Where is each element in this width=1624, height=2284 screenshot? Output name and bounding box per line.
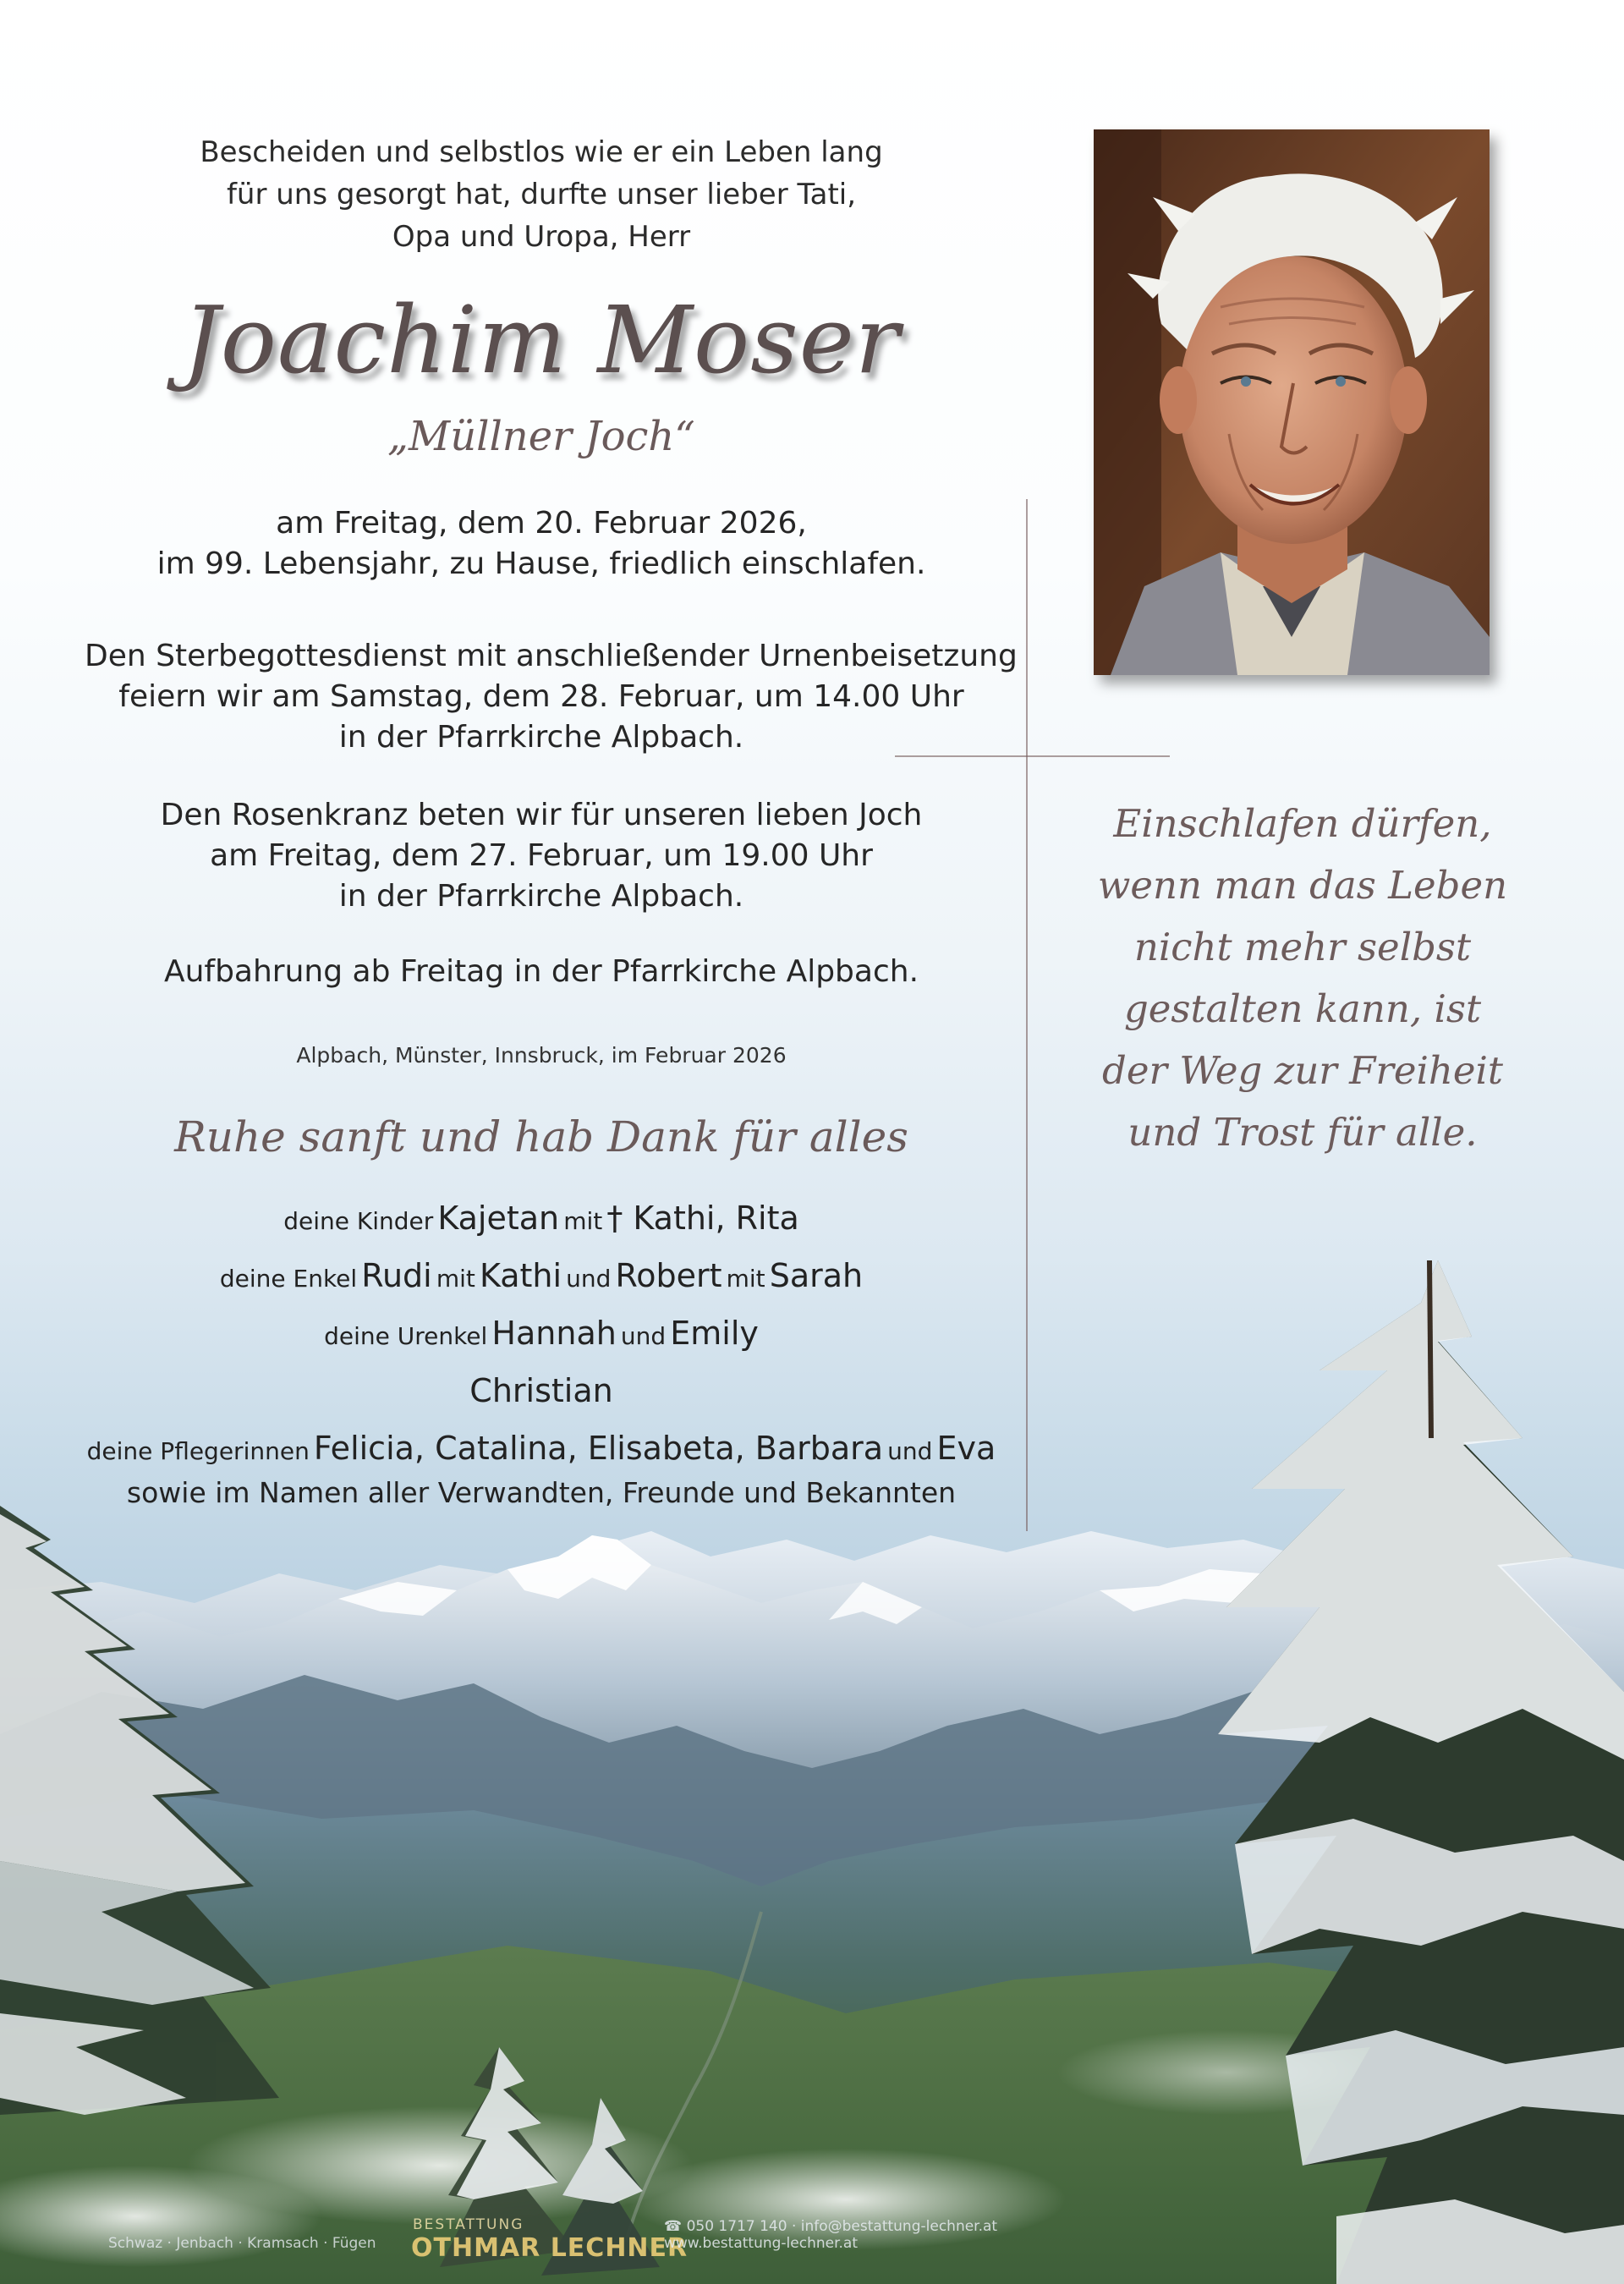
memorial-quote: [1066, 793, 1539, 1163]
family-label: deine Pflegerinnen: [86, 1437, 310, 1465]
viewing-line: Aufbahrung ab Freitag in der Pfarrkirche Alpbach.: [163, 954, 919, 989]
intro-line: für uns gesorgt hat, durfte unser lieber Tati,: [226, 178, 857, 211]
rosary-info: [85, 795, 998, 917]
intro-line: Bescheiden und selbstlos wie er ein Leben lang: [200, 135, 883, 169]
deceased-name: Joachim Moser: [182, 286, 901, 394]
rosary-line: in der Pfarrkirche Alpbach.: [338, 879, 744, 914]
rosary-line: Den Rosenkranz beten wir für unseren lieben Joch: [160, 798, 923, 832]
family-children: [85, 1193, 998, 1250]
funeral-home-label: BESTATTUNG: [413, 2216, 524, 2233]
death-line: am Freitag, dem 20. Februar 2026,: [276, 506, 807, 541]
family-name: † Kathi, Rita: [606, 1200, 799, 1237]
viewing-info: [85, 952, 998, 992]
deceased-nickname: „Müllner Joch“: [387, 413, 695, 460]
family-label: deine Urenkel: [324, 1322, 488, 1350]
family-grandchildren: [85, 1250, 998, 1308]
rest-in-peace-line: Ruhe sanft und hab Dank für alles: [174, 1112, 908, 1161]
family-connector: und: [887, 1437, 933, 1465]
family-name: Felicia, Catalina, Elisabeta, Barbara: [313, 1430, 884, 1467]
family-connector: mit: [436, 1265, 475, 1293]
intro-text: [85, 131, 998, 258]
family-connector: mit: [726, 1265, 765, 1293]
contact-website: www.bestattung-lechner.at: [664, 2235, 859, 2252]
family-connector: mit: [563, 1207, 603, 1235]
family-name: Eva: [936, 1430, 996, 1467]
service-line: feiern wir am Samstag, dem 28. Februar, um 14.00 Uhr: [118, 679, 964, 714]
family-connector: und: [566, 1265, 612, 1293]
rosary-line: am Freitag, dem 27. Februar, um 19.00 Uhr: [210, 838, 873, 873]
funeral-home-locations: Schwaz · Jenbach · Kramsach · Fügen: [108, 2235, 376, 2252]
quote-line: und Trost für alle.: [1127, 1110, 1478, 1155]
family-name: Robert: [615, 1257, 722, 1294]
closing-line: sowie im Namen aller Verwandten, Freunde und Bekannten: [126, 1476, 957, 1509]
death-announcement: [85, 503, 998, 585]
funeral-home-contact: [664, 2218, 997, 2269]
family-great-grandchildren: [85, 1308, 998, 1365]
family-list: [85, 1193, 998, 1480]
family-label: deine Kinder: [283, 1207, 434, 1235]
family-christian: [85, 1365, 998, 1423]
family-name: Sarah: [769, 1257, 864, 1294]
family-name: Christian: [469, 1372, 613, 1409]
family-label: deine Enkel: [219, 1265, 358, 1293]
cross-horizontal-bar: [895, 755, 1170, 757]
family-name: Emily: [670, 1315, 759, 1352]
family-name: Kathi: [479, 1257, 562, 1294]
death-line: im 99. Lebensjahr, zu Hause, friedlich einschlafen.: [156, 546, 926, 581]
family-name: Rudi: [361, 1257, 432, 1294]
family-connector: und: [620, 1322, 667, 1350]
family-name: Kajetan: [437, 1200, 560, 1237]
quote-line: Einschlafen dürfen,: [1113, 801, 1492, 846]
quote-line: gestalten kann, ist: [1123, 986, 1482, 1031]
quote-line: wenn man das Leben: [1097, 863, 1508, 908]
portrait-photo: [1094, 129, 1490, 675]
contact-phone-email: ☎ 050 1717 140 · info@bestattung-lechner.at: [664, 2218, 998, 2235]
quote-line: nicht mehr selbst: [1133, 925, 1472, 969]
quote-line: der Weg zur Freiheit: [1102, 1048, 1503, 1093]
intro-line: Opa und Uropa, Herr: [392, 220, 691, 254]
funeral-home-logo-text: OTHMAR LECHNER: [411, 2233, 689, 2263]
service-line: Den Sterbegottesdienst mit anschließender Urnenbeisetzung: [85, 639, 1018, 673]
cross-vertical-bar: [1026, 499, 1028, 1531]
family-name: Hannah: [491, 1315, 617, 1352]
funeral-service-info: [85, 636, 1018, 758]
family-caregivers: [85, 1423, 998, 1480]
place-date: Alpbach, Münster, Innsbruck, im Februar 2026: [296, 1043, 787, 1068]
service-line: in der Pfarrkirche Alpbach.: [338, 720, 744, 755]
